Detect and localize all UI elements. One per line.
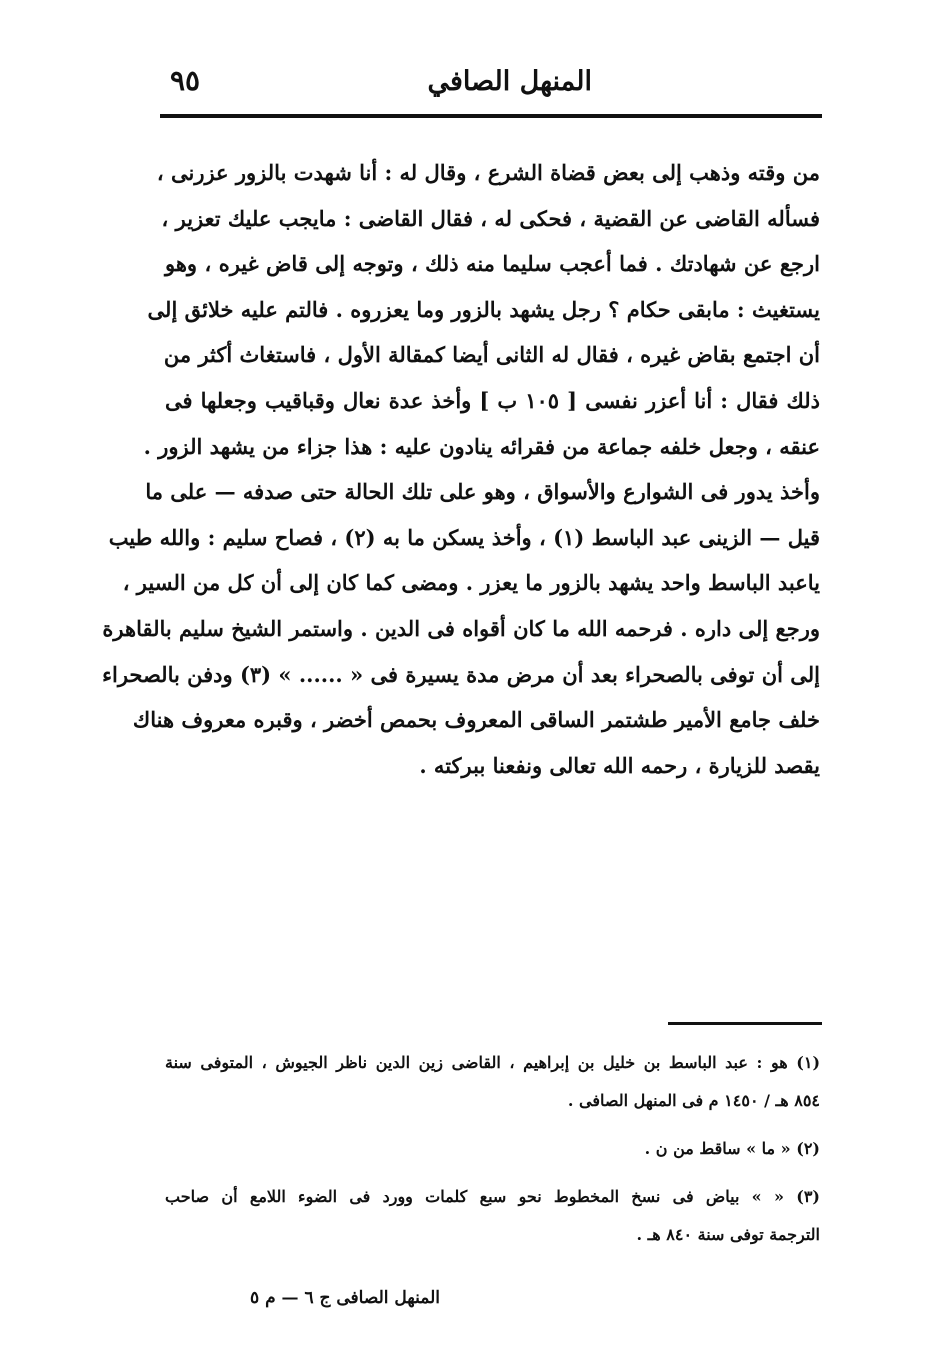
footnote-rule <box>668 1022 822 1025</box>
footnote-3-continued: الترجمة توفى سنة ٨٤٠ هـ . <box>636 1225 820 1244</box>
text-line: ياعبد الباسط واحد يشهد بالزور ما يعزر . ومضى كما كان إلى أن كل من السير ، <box>122 570 820 596</box>
text-line: إلى أن توفى بالصحراء بعد أن مرض مدة يسيرة فى « ...... » (٣) ودفن بالصحراء <box>102 661 820 687</box>
text-line: فسأله القاضى عن القضية ، فحكى له ، فقال القاضى : مايجب عليك تعزير ، <box>161 205 820 231</box>
header-rule <box>160 114 822 118</box>
text-line: ذلك فقال : أنا أعزر نفسى [ ١٠٥ ب ] وأخذ عدة نعال وقباقيب وجعلها فى <box>165 387 820 413</box>
text-line: قيل — الزينى عبد الباسط (١) ، وأخذ يسكن ما به (٢) ، فصاح سليم : والله طيب <box>108 524 820 550</box>
printer-signature: المنهل الصافى ج ٦ — م ٥ <box>250 1288 440 1308</box>
text-line: يستغيث : مابقى حكام ؟ رجل يشهد بالزور وما يعزروه . فالتم عليه خلائق إلى <box>147 296 820 322</box>
main-text <box>102 150 820 788</box>
text-line: عنقه ، وجعل خلفه جماعة من فقرائه ينادون عليه : هذا جزاء من يشهد الزور . <box>143 433 820 459</box>
footnote-1: (١) هو : عبد الباسط بن خليل بن إبراهيم ، القاضى زين الدين ناظر الجيوش ، المتوفى سنة <box>165 1053 821 1072</box>
text-line: من وقته وذهب إلى بعض قضاة الشرع ، وقال له : أنا شهدت بالزور عزرنى ، <box>156 160 820 185</box>
footnotes <box>165 1044 820 1254</box>
text-line: ارجع عن شهادتك . فما أعجب سليما منه ذلك ، وتوجه إلى قاض غيره ، وهو <box>165 251 820 277</box>
text-line: خلف جامع الأمير طشتمر الساقى المعروف بحمص أخضر ، وقبره معروف هناك <box>132 707 820 733</box>
text-line: ورجع إلى داره . فرحمه الله ما كان أقواه فى الدين . واستمر الشيخ سليم بالقاهرة <box>102 615 820 641</box>
page-number: ٩٥ <box>170 64 201 97</box>
text-line: أن اجتمع بقاض غيره ، فقال له الثانى أيضا كمقالة الأول ، فاستغاث أكثر من <box>163 342 820 368</box>
footnote-1-continued: ٨٥٤ هـ / ١٤٥٠ م فى المنهل الصافى . <box>567 1091 820 1110</box>
text-line-last: يقصد للزيارة ، رحمه الله تعالى ونفعنا ببركته . <box>419 752 820 778</box>
running-title: المنهل الصافي <box>427 66 592 97</box>
footnote-2: (٢) « ما » ساقط من ن . <box>644 1139 820 1158</box>
page-header <box>160 62 822 110</box>
footnote-3: (٣) « » بياض فى نسخ المخطوط نحو سبع كلمات وورد فى الضوء اللامع أن صاحب <box>165 1187 820 1206</box>
text-line: وأخذ يدور فى الشوارع والأسواق ، وهو على تلك الحالة حتى صدفه — على ما <box>145 479 820 505</box>
